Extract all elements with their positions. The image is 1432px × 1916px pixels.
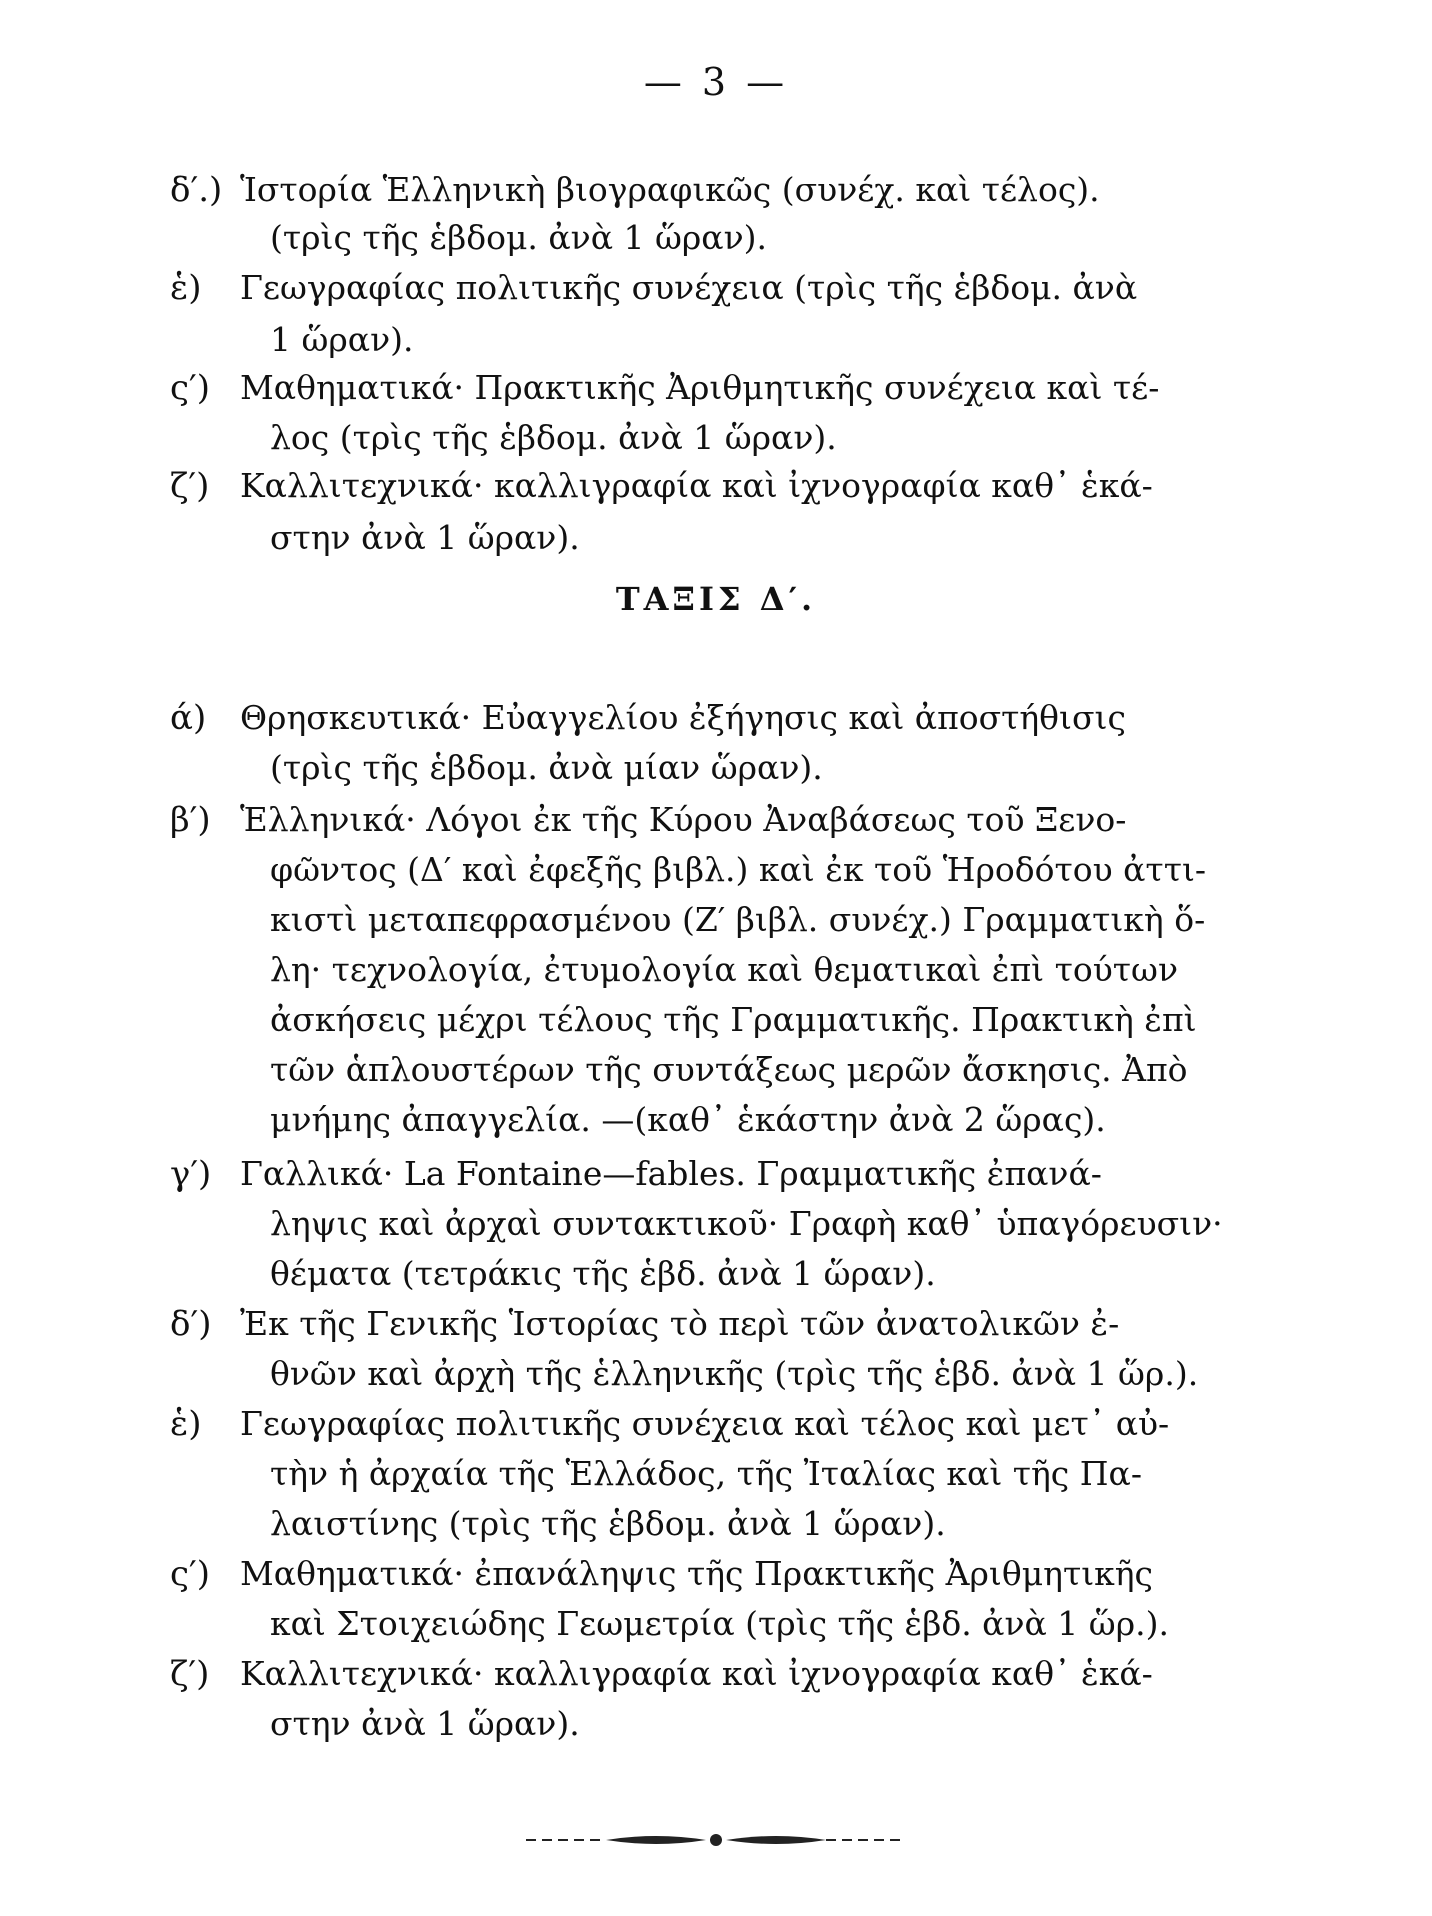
item-marker: δ′) [170,1304,212,1344]
item-line: Μαθηματικά· Πρακτικῆς Ἀριθμητικῆς συνέχεια καὶ τέ- [240,368,1160,407]
item-line: καὶ Στοιχειώδης Γεωμετρία (τρὶς τῆς ἑβδ. ἀνὰ 1 ὥρ.). [270,1604,1169,1643]
item-line: θνῶν καὶ ἀρχὴ τῆς ἑλληνικῆς (τρὶς τῆς ἑβδ. ἀνὰ 1 ὥρ.). [270,1354,1199,1393]
item-line: Γεωγραφίας πολιτικῆς συνέχεια (τρὶς τῆς ἑβδομ. ἀνὰ [240,268,1138,307]
item-line: Γαλλικά· La Fontaine—fables. Γραμματικῆς ἐπανά- [240,1154,1102,1193]
page-number: — 3 — [643,60,789,104]
item-line: τὴν ἡ ἀρχαία τῆς Ἑλλάδος, τῆς Ἰταλίας καὶ τῆς Πα- [270,1454,1142,1493]
item-line: Καλλιτεχνικά· καλλιγραφία καὶ ἰχνογραφία καθ᾽ ἑκά- [240,466,1153,505]
item-line: κιστὶ μεταπεφρασμένου (Ζ′ βιβλ. συνέχ.) Γραμματικὴ ὅ- [270,900,1206,939]
item-line: Θρησκευτικά· Εὐαγγελίου ἐξήγησις καὶ ἀποστήθισις [240,698,1126,737]
item-marker: ά) [170,698,207,738]
item-line: φῶντος (Δ′ καὶ ἐφεξῆς βιβλ.) καὶ ἐκ τοῦ Ἡροδότου ἀττι- [270,850,1207,889]
item-line: λος (τρὶς τῆς ἑβδομ. ἀνὰ 1 ὥραν). [270,418,837,457]
item-line: Ἐκ τῆς Γενικῆς Ἱστορίας τὸ περὶ τῶν ἀνατολικῶν ἐ- [240,1304,1120,1343]
item-marker: δ′.) [170,170,223,210]
ornament-icon [506,1830,926,1850]
item-line: λαιστίνης (τρὶς τῆς ἑβδομ. ἀνὰ 1 ὥραν). [270,1504,946,1543]
item-marker: ἑ) [170,268,202,308]
item-line: Γεωγραφίας πολιτικῆς συνέχεια καὶ τέλος καὶ μετ᾽ αὐ- [240,1404,1170,1443]
item-line: στην ἀνὰ 1 ὥραν). [270,518,580,557]
item-marker: γ′) [170,1154,212,1194]
item-marker: ς′) [170,1554,211,1594]
item-line: 1 ὥραν). [270,320,414,359]
item-line: (τρὶς τῆς ἑβδομ. ἀνὰ 1 ὥραν). [270,218,768,257]
item-line: στην ἀνὰ 1 ὥραν). [270,1704,580,1743]
item-line: Καλλιτεχνικά· καλλιγραφία καὶ ἰχνογραφία καθ᾽ ἑκά- [240,1654,1153,1693]
ornament-divider [0,1830,1432,1854]
item-marker: ζ′) [170,1654,210,1694]
item-line: λη· τεχνολογία, ἐτυμολογία καὶ θεματικαὶ ἐπὶ τούτων [270,950,1179,989]
item-marker: ς′) [170,368,211,408]
item-line: τῶν ἁπλουστέρων τῆς συντάξεως μερῶν ἄσκησις. Ἀπὸ [270,1050,1188,1089]
item-line: θέματα (τετράκις τῆς ἑβδ. ἀνὰ 1 ὥραν). [270,1254,936,1293]
item-line: ἀσκήσεις μέχρι τέλους τῆς Γραμματικῆς. Πρακτικὴ ἐπὶ [270,1000,1197,1039]
item-marker: ἑ) [170,1404,202,1444]
item-line: Ἑλληνικά· Λόγοι ἐκ τῆς Κύρου Ἀναβάσεως τοῦ Ξενο- [240,800,1127,839]
item-line: (τρὶς τῆς ἑβδομ. ἀνὰ μίαν ὥραν). [270,748,823,787]
section-heading: ΤΑΞΙΣ Δ′. [615,580,817,618]
item-line: Ἱστορία Ἑλληνικὴ βιογραφικῶς (συνέχ. καὶ τέλος). [240,170,1100,209]
item-line: μνήμης ἀπαγγελία. —(καθ᾽ ἑκάστην ἀνὰ 2 ὥρας). [270,1100,1106,1139]
item-line: Μαθηματικά· ἐπανάληψις τῆς Πρακτικῆς Ἀριθμητικῆς [240,1554,1154,1593]
item-marker: ζ′) [170,466,210,506]
item-marker: β′) [170,800,211,840]
item-line: ληψις καὶ ἀρχαὶ συντακτικοῦ· Γραφὴ καθ᾽ ὑπαγόρευσιν· [270,1204,1223,1243]
